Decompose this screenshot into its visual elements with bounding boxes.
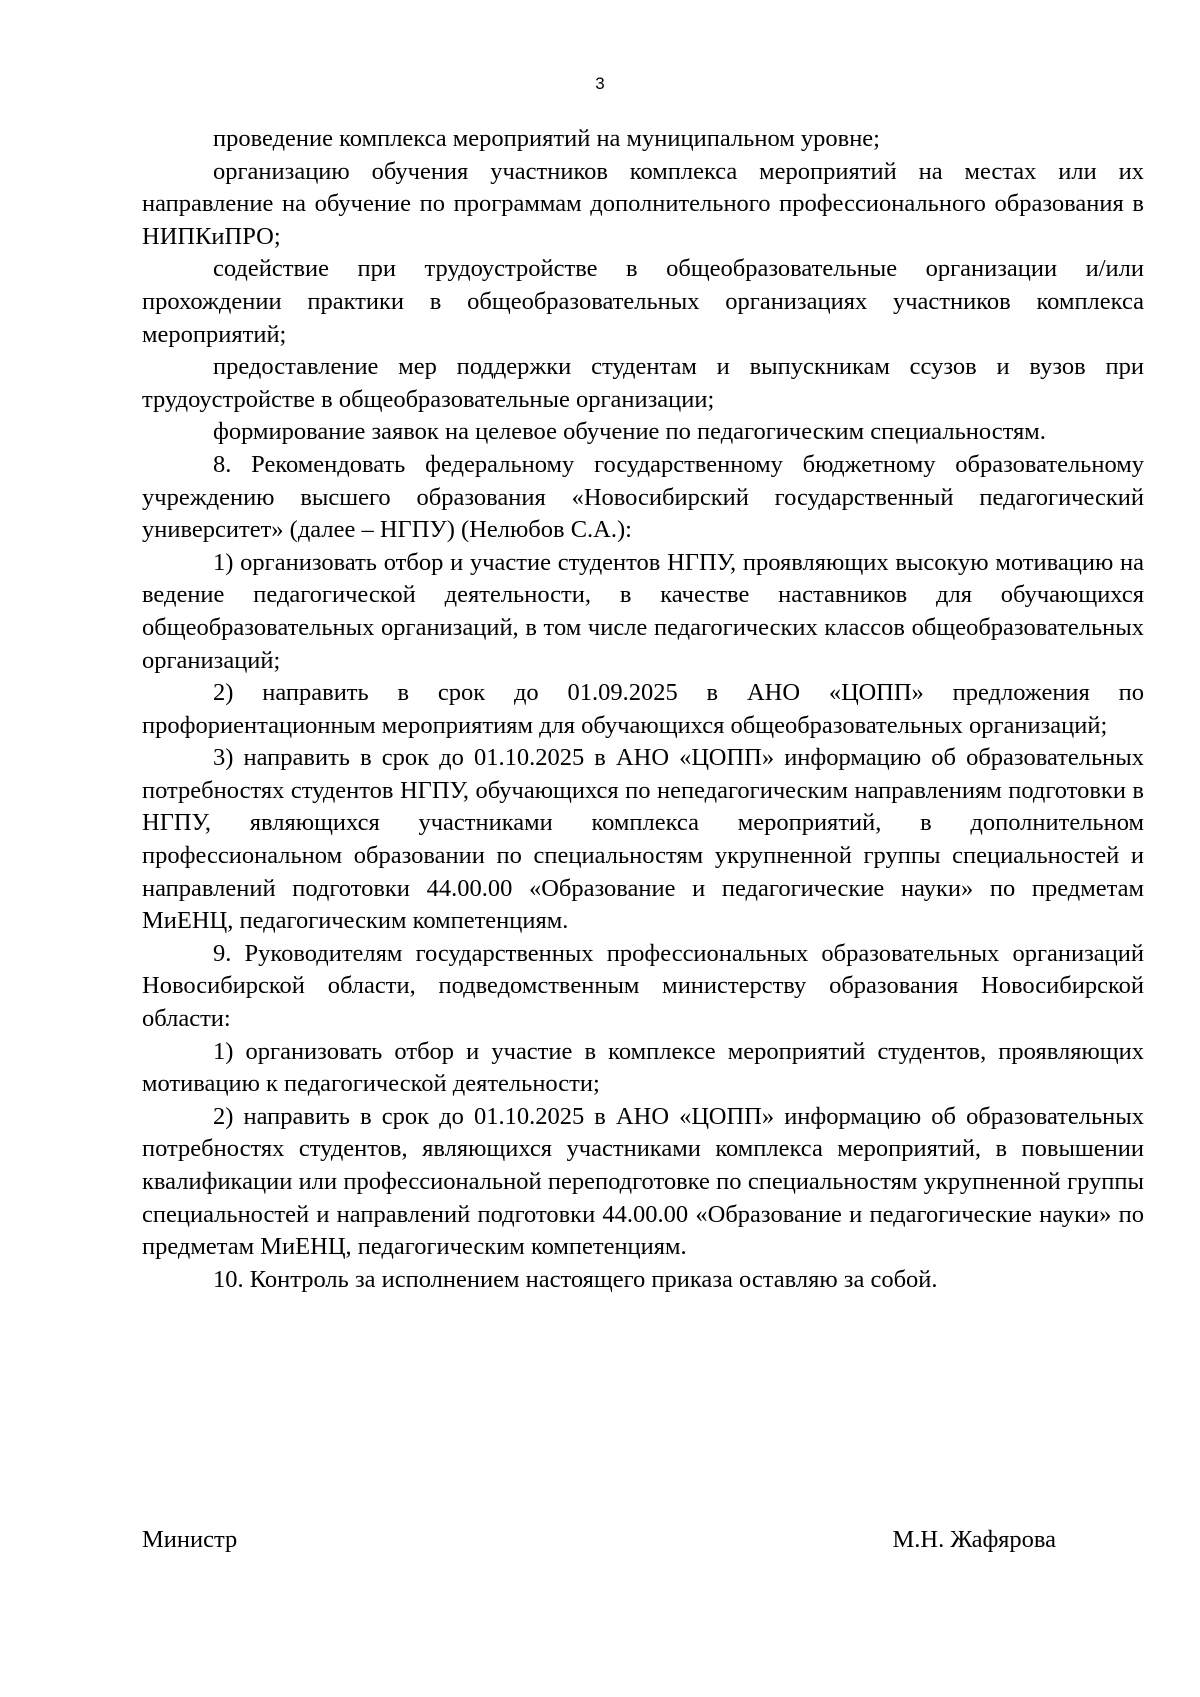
paragraph: организацию обучения участников комплекса мероприятий на местах или их направление на обучение по программам дополнительного профессионального образования в НИПКиПРО; — [142, 157, 1144, 250]
paragraph-subitem: 2) направить в срок до 01.09.2025 в АНО «ЦОПП» предложения по профориентационным мероприятиям для обучающихся общеобразовательных организаций; — [142, 679, 1144, 739]
paragraph-subitem: 1) организовать отбор и участие студентов НГПУ, проявляющих высокую мотивацию на ведение педагогической деятельности, в качестве наставников для обучающихся общеобразовательных организаций, в том числе педагогических классов общеобразовательных организаций; — [142, 548, 1144, 674]
signatory-position: Министр — [142, 1526, 238, 1553]
document-body — [142, 123, 1144, 1296]
signatory-name: М.Н. Жафярова — [892, 1526, 1056, 1553]
paragraph-item-8: 8. Рекомендовать федеральному государственному бюджетному образовательному учреждению высшего образования «Новосибирский государственный педагогический университет» (далее – НГПУ) (Нелюбов С.А.): — [142, 450, 1144, 544]
paragraph: проведение комплекса мероприятий на муниципальном уровне; — [213, 125, 880, 152]
paragraph: содействие при трудоустройстве в общеобразовательные организации и/или прохождении практики в общеобразовательных организациях участников комплекса мероприятий; — [142, 255, 1144, 348]
page-number: 3 — [595, 74, 605, 93]
paragraph-item-9: 9. Руководителям государственных профессиональных образовательных организаций Новосибирской области, подведомственным министерству образования Новосибирской области: — [142, 939, 1144, 1033]
paragraph-subitem: 2) направить в срок до 01.10.2025 в АНО «ЦОПП» информацию об образовательных потребностях студентов, являющихся участниками комплекса мероприятий, в повышении квалификации или профессиональной переподготовке по специальностям укрупненной группы специальностей и направлений подготовки 44.00.00 «Образование и педагогические науки» по предметам МиЕНЦ, педагогическим компетенциям. — [142, 1102, 1144, 1261]
paragraph-subitem: 3) направить в срок до 01.10.2025 в АНО «ЦОПП» информацию об образовательных потребностях студентов НГПУ, обучающихся по непедагогическим направлениям подготовки в НГПУ, являющихся участниками комплекса мероприятий, в дополнительном профессиональном образовании по специальностям укрупненной группы специальностей и направлений подготовки 44.00.00 «Образование и педагогические науки» по предметам МиЕНЦ, педагогическим компетенциям. — [142, 744, 1144, 935]
paragraph: предоставление мер поддержки студентам и выпускникам ссузов и вузов при трудоустройстве в общеобразовательные организации; — [142, 353, 1144, 413]
paragraph-item-10: 10. Контроль за исполнением настоящего приказа оставляю за собой. — [213, 1265, 938, 1293]
paragraph-subitem: 1) организовать отбор и участие в комплексе мероприятий студентов, проявляющих мотивацию к педагогической деятельности; — [142, 1037, 1144, 1098]
paragraph: формирование заявок на целевое обучение по педагогическим специальностям. — [213, 418, 1046, 446]
